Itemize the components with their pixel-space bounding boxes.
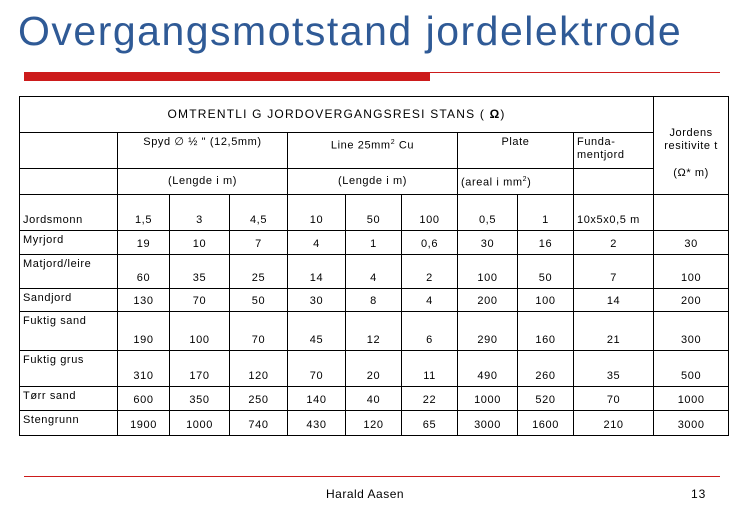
value-cell: 350 bbox=[170, 387, 230, 411]
header-blank-2 bbox=[20, 169, 118, 195]
soil-type-cell: Matjord/leire bbox=[20, 255, 118, 289]
row-label-header: Jordsmonn bbox=[20, 195, 118, 231]
value-cell: 60 bbox=[118, 255, 170, 289]
value-cell: 22 bbox=[402, 387, 458, 411]
table-row bbox=[20, 312, 729, 351]
main-header: OMTRENTLI G JORDOVERGANGSRESI STANS ( Ω) bbox=[20, 97, 654, 133]
value-cell: 3000 bbox=[654, 411, 729, 436]
value-cell: 1000 bbox=[654, 387, 729, 411]
soil-type-cell: Fuktig sand bbox=[20, 312, 118, 351]
table-row bbox=[20, 351, 729, 387]
ohm-symbol: Ω bbox=[489, 107, 501, 121]
value-cell: 1600 bbox=[518, 411, 574, 436]
value-cell: 3000 bbox=[458, 411, 518, 436]
value-cell: 11 bbox=[402, 351, 458, 387]
value-cell: 30 bbox=[288, 289, 346, 312]
value-cell: 100 bbox=[518, 289, 574, 312]
soil-type-cell: Tørr sand bbox=[20, 387, 118, 411]
size-cell: 10x5x0,5 m bbox=[574, 195, 654, 231]
value-cell: 14 bbox=[574, 289, 654, 312]
funda-blank bbox=[574, 169, 654, 195]
value-cell: 35 bbox=[170, 255, 230, 289]
value-cell: 2 bbox=[574, 231, 654, 255]
footer-divider bbox=[24, 476, 720, 477]
value-cell: 8 bbox=[346, 289, 402, 312]
value-cell: 100 bbox=[170, 312, 230, 351]
value-cell: 170 bbox=[170, 351, 230, 387]
size-row bbox=[20, 195, 729, 231]
size-blank bbox=[654, 195, 729, 231]
value-cell: 30 bbox=[654, 231, 729, 255]
value-cell: 12 bbox=[346, 312, 402, 351]
value-cell: 490 bbox=[458, 351, 518, 387]
value-cell: 1900 bbox=[118, 411, 170, 436]
value-cell: 50 bbox=[230, 289, 288, 312]
value-cell: 130 bbox=[118, 289, 170, 312]
size-cell: 10 bbox=[288, 195, 346, 231]
value-cell: 210 bbox=[574, 411, 654, 436]
value-cell: 7 bbox=[230, 231, 288, 255]
value-cell: 70 bbox=[170, 289, 230, 312]
value-cell: 300 bbox=[654, 312, 729, 351]
value-cell: 4 bbox=[346, 255, 402, 289]
spyd-header: Spyd ∅ ½ " (12,5mm) bbox=[118, 133, 288, 169]
table-row bbox=[20, 387, 729, 411]
value-cell: 45 bbox=[288, 312, 346, 351]
value-cell: 120 bbox=[230, 351, 288, 387]
size-cell: 4,5 bbox=[230, 195, 288, 231]
value-cell: 140 bbox=[288, 387, 346, 411]
value-cell: 100 bbox=[654, 255, 729, 289]
value-cell: 21 bbox=[574, 312, 654, 351]
value-cell: 4 bbox=[402, 289, 458, 312]
value-cell: 200 bbox=[458, 289, 518, 312]
header-blank bbox=[20, 133, 118, 169]
value-cell: 1 bbox=[346, 231, 402, 255]
value-cell: 190 bbox=[118, 312, 170, 351]
value-cell: 7 bbox=[574, 255, 654, 289]
funda-header: Funda- mentjord bbox=[574, 133, 654, 169]
plate-area-header: (areal i $mm^2$) bbox=[458, 169, 574, 195]
size-cell: 1,5 bbox=[118, 195, 170, 231]
value-cell: 20 bbox=[346, 351, 402, 387]
value-cell: 100 bbox=[458, 255, 518, 289]
soil-type-cell: Sandjord bbox=[20, 289, 118, 312]
value-cell: 14 bbox=[288, 255, 346, 289]
value-cell: 160 bbox=[518, 312, 574, 351]
value-cell: 520 bbox=[518, 387, 574, 411]
value-cell: 1000 bbox=[458, 387, 518, 411]
spyd-length-header: (Lengde i m) bbox=[118, 169, 288, 195]
table-row bbox=[20, 231, 729, 255]
value-cell: 260 bbox=[518, 351, 574, 387]
value-cell: 120 bbox=[346, 411, 402, 436]
value-cell: 310 bbox=[118, 351, 170, 387]
table-row bbox=[20, 411, 729, 436]
size-cell: 1 bbox=[518, 195, 574, 231]
resistance-table bbox=[19, 96, 729, 436]
line-header: Line $25mm^2$ Cu bbox=[288, 133, 458, 169]
plate-header: Plate bbox=[458, 133, 574, 169]
value-cell: 70 bbox=[288, 351, 346, 387]
size-cell: 3 bbox=[170, 195, 230, 231]
value-cell: 35 bbox=[574, 351, 654, 387]
value-cell: 10 bbox=[170, 231, 230, 255]
line-length-header: (Lengde i m) bbox=[288, 169, 458, 195]
value-cell: 4 bbox=[288, 231, 346, 255]
value-cell: 40 bbox=[346, 387, 402, 411]
value-cell: 70 bbox=[574, 387, 654, 411]
soil-type-cell: Stengrunn bbox=[20, 411, 118, 436]
soil-type-cell: Myrjord bbox=[20, 231, 118, 255]
value-cell: 500 bbox=[654, 351, 729, 387]
value-cell: 50 bbox=[518, 255, 574, 289]
value-cell: 430 bbox=[288, 411, 346, 436]
value-cell: 70 bbox=[230, 312, 288, 351]
value-cell: 25 bbox=[230, 255, 288, 289]
table-row bbox=[20, 255, 729, 289]
value-cell: 65 bbox=[402, 411, 458, 436]
value-cell: 19 bbox=[118, 231, 170, 255]
footer-author: Harald Aasen bbox=[326, 487, 405, 501]
value-cell: 290 bbox=[458, 312, 518, 351]
page-title: Overgangsmotstand jordelektrode bbox=[18, 8, 683, 54]
table-row bbox=[20, 289, 729, 312]
value-cell: 6 bbox=[402, 312, 458, 351]
value-cell: 2 bbox=[402, 255, 458, 289]
soil-type-cell: Fuktig grus bbox=[20, 351, 118, 387]
size-cell: 50 bbox=[346, 195, 402, 231]
value-cell: 30 bbox=[458, 231, 518, 255]
page-number: 13 bbox=[691, 487, 707, 501]
value-cell: 740 bbox=[230, 411, 288, 436]
value-cell: 600 bbox=[118, 387, 170, 411]
title-accent-bar bbox=[24, 73, 430, 81]
size-cell: 0,5 bbox=[458, 195, 518, 231]
resistivity-header: Jordens resitivite t (Ω* m) bbox=[654, 97, 729, 195]
value-cell: 16 bbox=[518, 231, 574, 255]
value-cell: 0,6 bbox=[402, 231, 458, 255]
value-cell: 1000 bbox=[170, 411, 230, 436]
value-cell: 200 bbox=[654, 289, 729, 312]
value-cell: 250 bbox=[230, 387, 288, 411]
size-cell: 100 bbox=[402, 195, 458, 231]
